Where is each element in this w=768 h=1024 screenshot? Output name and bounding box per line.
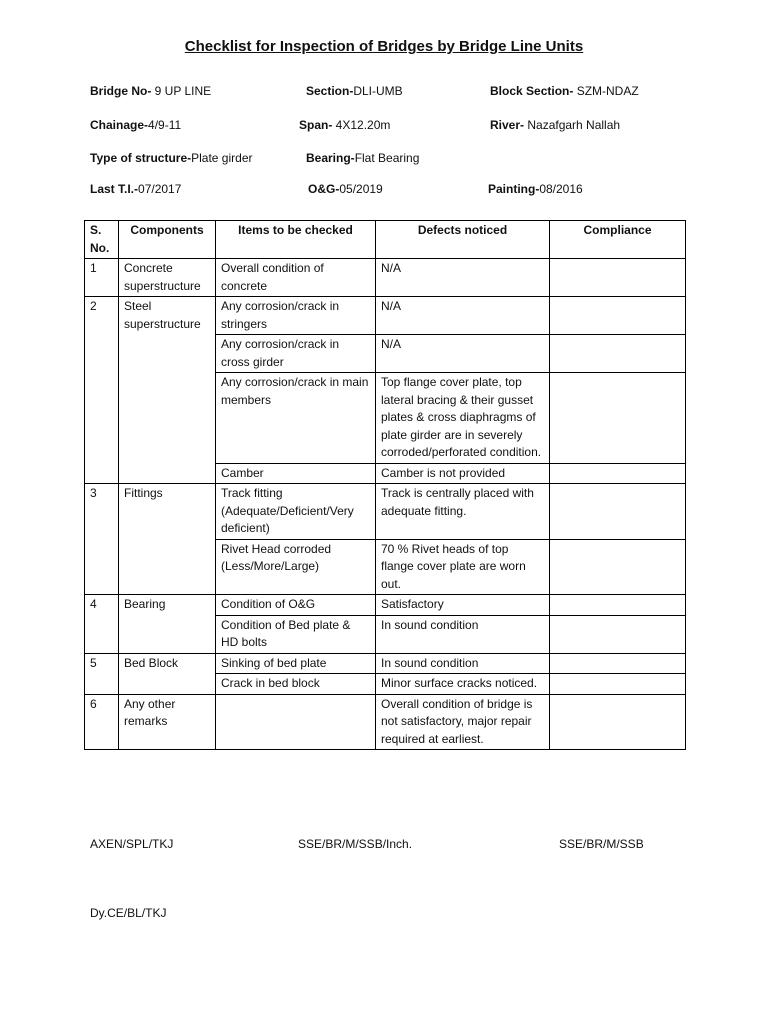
- column-header-components: Components: [119, 221, 216, 259]
- meta-label: Last T.I.-: [90, 182, 139, 196]
- document-title: Checklist for Inspection of Bridges by Bridge Line Units: [184, 38, 584, 55]
- column-header-defects: Defects noticed: [376, 221, 550, 259]
- meta-value: 4/9-11: [148, 118, 182, 132]
- defect-cell: 70 % Rivet heads of top flange cover plate are worn out.: [376, 539, 550, 595]
- meta-label: Block Section-: [490, 84, 574, 98]
- compliance-cell: [550, 463, 686, 484]
- meta-label: Type of structure-: [90, 151, 192, 165]
- meta-structure-type: [90, 151, 253, 165]
- sno-cell: 5: [85, 653, 119, 694]
- component-cell: Fittings: [119, 484, 216, 595]
- meta-label: Bridge No-: [90, 84, 152, 98]
- sno-cell: 6: [85, 694, 119, 750]
- component-cell: Concrete superstructure: [119, 259, 216, 297]
- column-header-items: Items to be checked: [216, 221, 376, 259]
- meta-section: [306, 84, 403, 98]
- meta-value: Plate girder: [191, 151, 253, 165]
- item-cell: Any corrosion/crack in cross girder: [216, 335, 376, 373]
- compliance-cell: [550, 373, 686, 464]
- defect-cell: Track is centrally placed with adequate fitting.: [376, 484, 550, 540]
- table-row: [85, 297, 686, 335]
- compliance-cell: [550, 539, 686, 595]
- table-row: [85, 694, 686, 750]
- signature-axen: AXEN/SPL/TKJ: [90, 837, 174, 851]
- meta-label: Painting-: [488, 182, 540, 196]
- item-cell: Overall condition of concrete: [216, 259, 376, 297]
- signature-sse: SSE/BR/M/SSB: [559, 837, 644, 851]
- meta-label: O&G-: [308, 182, 340, 196]
- meta-label: River-: [490, 118, 525, 132]
- table-row: [85, 595, 686, 616]
- signature-dy-ce: Dy.CE/BL/TKJ: [90, 906, 167, 920]
- table-row: [85, 259, 686, 297]
- meta-value: SZM-NDAZ: [573, 84, 639, 98]
- compliance-cell: [550, 595, 686, 616]
- meta-span: [299, 118, 390, 132]
- meta-label: Span-: [299, 118, 333, 132]
- compliance-cell: [550, 694, 686, 750]
- meta-value: Nazafgarh Nallah: [524, 118, 621, 132]
- meta-bridge-no: [90, 84, 211, 98]
- item-cell: Condition of Bed plate & HD bolts: [216, 615, 376, 653]
- item-cell: Condition of O&G: [216, 595, 376, 616]
- component-cell: Bearing: [119, 595, 216, 654]
- defect-cell: Camber is not provided: [376, 463, 550, 484]
- item-cell: [216, 694, 376, 750]
- item-cell: Camber: [216, 463, 376, 484]
- sno-cell: 1: [85, 259, 119, 297]
- compliance-cell: [550, 259, 686, 297]
- meta-painting: [488, 182, 583, 196]
- item-cell: Any corrosion/crack in main members: [216, 373, 376, 464]
- item-cell: Rivet Head corroded (Less/More/Large): [216, 539, 376, 595]
- meta-label: Section-: [306, 84, 354, 98]
- sno-cell: 3: [85, 484, 119, 595]
- compliance-cell: [550, 335, 686, 373]
- defect-cell: In sound condition: [376, 653, 550, 674]
- column-header-sno: S. No.: [85, 221, 119, 259]
- meta-river: [490, 118, 620, 132]
- defect-cell: In sound condition: [376, 615, 550, 653]
- table-row: [85, 653, 686, 674]
- meta-label: Bearing-: [306, 151, 355, 165]
- compliance-cell: [550, 615, 686, 653]
- compliance-cell: [550, 297, 686, 335]
- item-cell: Track fitting (Adequate/Deficient/Very deficient): [216, 484, 376, 540]
- defect-cell: Satisfactory: [376, 595, 550, 616]
- meta-value: DLI-UMB: [353, 84, 403, 98]
- defect-cell: N/A: [376, 335, 550, 373]
- component-cell: Bed Block: [119, 653, 216, 694]
- column-header-compliance: Compliance: [550, 221, 686, 259]
- item-cell: Any corrosion/crack in stringers: [216, 297, 376, 335]
- table-row: [85, 484, 686, 540]
- component-cell: Steel superstructure: [119, 297, 216, 484]
- signature-sse-inch: SSE/BR/M/SSB/Inch.: [298, 837, 413, 851]
- defect-cell: N/A: [376, 297, 550, 335]
- compliance-cell: [550, 674, 686, 695]
- meta-label: Chainage-: [90, 118, 149, 132]
- meta-block-section: [490, 84, 639, 98]
- defect-cell: Minor surface cracks noticed.: [376, 674, 550, 695]
- item-cell: Crack in bed block: [216, 674, 376, 695]
- defect-cell: N/A: [376, 259, 550, 297]
- meta-value: 05/2019: [339, 182, 383, 196]
- defect-cell: Overall condition of bridge is not satisfactory, major repair required at earliest.: [376, 694, 550, 750]
- sno-cell: 4: [85, 595, 119, 654]
- meta-value: Flat Bearing: [354, 151, 420, 165]
- meta-value: 07/2017: [138, 182, 182, 196]
- table-header-row: [85, 221, 686, 259]
- defect-cell: Top flange cover plate, top lateral bracing & their gusset plates & cross diaphragms of plate girder are in severely corroded/perforated condition.: [376, 373, 550, 464]
- compliance-cell: [550, 484, 686, 540]
- sno-cell: 2: [85, 297, 119, 484]
- meta-value: 9 UP LINE: [151, 84, 212, 98]
- component-cell: Any other remarks: [119, 694, 216, 750]
- meta-value: 08/2016: [539, 182, 583, 196]
- inspection-checklist-table: [84, 220, 686, 750]
- meta-og: [308, 182, 383, 196]
- meta-value: 4X12.20m: [332, 118, 391, 132]
- meta-chainage: [90, 118, 181, 132]
- meta-bearing: [306, 151, 419, 165]
- compliance-cell: [550, 653, 686, 674]
- meta-last-ti: [90, 182, 181, 196]
- item-cell: Sinking of bed plate: [216, 653, 376, 674]
